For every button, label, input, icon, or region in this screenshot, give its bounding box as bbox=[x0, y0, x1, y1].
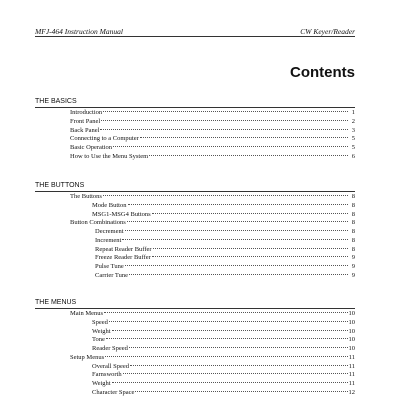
toc-entry-label: Freeze Reader Buffer bbox=[95, 254, 151, 262]
toc-entry[interactable] bbox=[35, 363, 355, 372]
toc-entry-page: 10 bbox=[348, 310, 355, 317]
toc-section-buttons bbox=[35, 181, 355, 281]
toc-entry-label: Tone bbox=[92, 336, 105, 344]
dot-leader bbox=[152, 213, 348, 214]
toc-entry-page: 9 bbox=[351, 271, 355, 279]
toc-entry-page: 11 bbox=[348, 371, 355, 379]
toc-entry[interactable] bbox=[35, 354, 355, 363]
toc-entry-label: Setup Menus bbox=[70, 353, 105, 361]
toc-entry-page: 9 bbox=[351, 254, 355, 262]
toc-entry-page: 10 bbox=[348, 327, 355, 335]
toc-entry[interactable] bbox=[35, 135, 355, 144]
dot-leader bbox=[152, 256, 348, 257]
toc-entry-label: Speed bbox=[92, 318, 108, 326]
toc-entry[interactable] bbox=[35, 153, 355, 162]
dot-leader bbox=[128, 204, 349, 205]
toc-entry-page: 6 bbox=[351, 152, 355, 160]
toc-entry-page: 11 bbox=[348, 353, 355, 361]
toc-entry[interactable] bbox=[35, 246, 355, 255]
toc-entry-label: Introduction bbox=[70, 109, 103, 116]
toc-list bbox=[35, 193, 355, 281]
dot-leader bbox=[129, 347, 348, 348]
toc-entry[interactable] bbox=[35, 345, 355, 354]
toc-entry-label: Overall Speed bbox=[92, 362, 130, 370]
toc-entry-page: 8 bbox=[351, 228, 355, 235]
toc-entry-label: Front Panel bbox=[70, 117, 101, 125]
toc-entry[interactable] bbox=[35, 336, 355, 345]
toc-entry[interactable] bbox=[35, 263, 355, 272]
toc-entry[interactable] bbox=[35, 118, 355, 127]
dot-leader bbox=[101, 120, 348, 121]
toc-entry[interactable] bbox=[35, 380, 355, 389]
toc-entry-page: 8 bbox=[351, 219, 355, 227]
toc-entry-page: 9 bbox=[351, 263, 355, 270]
toc-entry-label: Reader Speed bbox=[92, 345, 128, 352]
dot-leader bbox=[130, 365, 348, 366]
toc-section-menus bbox=[35, 298, 355, 398]
toc-entry-page: 8 bbox=[351, 210, 355, 218]
dot-leader bbox=[123, 373, 348, 374]
toc-entry-page: 10 bbox=[348, 318, 355, 326]
toc-entry[interactable] bbox=[35, 310, 355, 319]
toc-list bbox=[35, 310, 355, 398]
toc-entry-page: 3 bbox=[351, 126, 355, 134]
toc-entry-label: Carrier Tune bbox=[95, 271, 129, 279]
toc-entry[interactable] bbox=[35, 193, 355, 202]
toc-section-basics bbox=[35, 97, 355, 162]
toc-entry-page: 12 bbox=[348, 388, 355, 396]
toc-entry-page: 11 bbox=[348, 380, 355, 387]
dot-leader bbox=[112, 382, 348, 383]
toc-entry-label: Weight bbox=[92, 380, 111, 387]
running-header-right: CW Keyer/Reader bbox=[300, 27, 355, 36]
toc-entry-label: Button Combinations bbox=[70, 219, 126, 227]
toc-entry[interactable] bbox=[35, 228, 355, 237]
dot-leader bbox=[125, 265, 348, 266]
toc-entry-label: Character Space bbox=[92, 388, 135, 396]
toc-entry-label: Decrement bbox=[95, 228, 124, 235]
toc-entry-page: 1 bbox=[351, 109, 355, 116]
dot-leader bbox=[106, 338, 348, 339]
toc-entry[interactable] bbox=[35, 237, 355, 246]
section-heading: THE MENUS bbox=[35, 298, 355, 309]
dot-leader bbox=[104, 312, 347, 313]
toc-entry-page: 5 bbox=[351, 135, 355, 143]
dot-leader bbox=[127, 221, 348, 222]
dot-leader bbox=[140, 137, 348, 138]
toc-entry-page: 5 bbox=[351, 144, 355, 151]
toc-entry-label: Main Menus bbox=[70, 310, 104, 317]
toc-entry-label: Farnsworth bbox=[92, 371, 122, 379]
section-heading: THE BASICS bbox=[35, 97, 355, 108]
dot-leader bbox=[103, 195, 348, 196]
toc-entry-page: 8 bbox=[351, 193, 355, 200]
dot-leader bbox=[153, 248, 348, 249]
header-rule bbox=[35, 36, 355, 37]
toc-entry[interactable] bbox=[35, 319, 355, 328]
dot-leader bbox=[125, 230, 348, 231]
dot-leader bbox=[109, 321, 348, 322]
dot-leader bbox=[103, 111, 348, 112]
toc-list bbox=[35, 109, 355, 162]
dot-leader bbox=[129, 274, 348, 275]
toc-entry[interactable] bbox=[35, 144, 355, 153]
toc-entry-label: Increment bbox=[95, 236, 122, 244]
toc-entry-label: Pulse Tune bbox=[95, 263, 124, 270]
running-header-left: MFJ-464 Instruction Manual bbox=[35, 27, 123, 36]
dot-leader bbox=[112, 330, 348, 331]
toc-entry-label: Back Panel bbox=[70, 126, 100, 134]
toc-entry-page: 11 bbox=[348, 362, 355, 370]
toc-entry[interactable] bbox=[35, 219, 355, 228]
toc-entry-label: Connecting to a Computer bbox=[70, 135, 139, 143]
toc-entry[interactable] bbox=[35, 254, 355, 263]
toc-entry-page: 8 bbox=[351, 245, 355, 253]
dot-leader bbox=[100, 129, 348, 130]
toc-entry[interactable] bbox=[35, 389, 355, 398]
toc-entry-label: Repeat Reader Buffer bbox=[95, 245, 152, 253]
dot-leader bbox=[105, 356, 348, 357]
toc-entry-page: 10 bbox=[348, 345, 355, 352]
toc-entry[interactable] bbox=[35, 202, 355, 211]
toc-entry-label: MSG1-MSG4 Buttons bbox=[92, 210, 151, 218]
toc-entry-label: The Buttons bbox=[70, 193, 102, 200]
page-title: Contents bbox=[290, 64, 355, 81]
toc-entry[interactable] bbox=[35, 211, 355, 220]
toc-entry-page: 10 bbox=[348, 336, 355, 344]
section-heading: THE BUTTONS bbox=[35, 181, 355, 192]
toc-entry-label: How to Use the Menu System bbox=[70, 152, 149, 160]
toc-entry-page: 2 bbox=[351, 117, 355, 125]
dot-leader bbox=[135, 391, 347, 392]
toc-entry[interactable] bbox=[35, 127, 355, 136]
toc-entry-page: 8 bbox=[351, 201, 355, 209]
toc-entry[interactable] bbox=[35, 109, 355, 118]
toc-entry[interactable] bbox=[35, 328, 355, 337]
toc-entry[interactable] bbox=[35, 371, 355, 380]
toc-entry-page: 8 bbox=[351, 236, 355, 244]
toc-entry-label: Basic Operation bbox=[70, 144, 113, 151]
toc-entry-label: Weight bbox=[92, 327, 111, 335]
toc-entry[interactable] bbox=[35, 272, 355, 281]
dot-leader bbox=[149, 155, 348, 156]
toc-entry-label: Mode Button bbox=[92, 201, 127, 209]
dot-leader bbox=[122, 239, 348, 240]
dot-leader bbox=[113, 146, 348, 147]
